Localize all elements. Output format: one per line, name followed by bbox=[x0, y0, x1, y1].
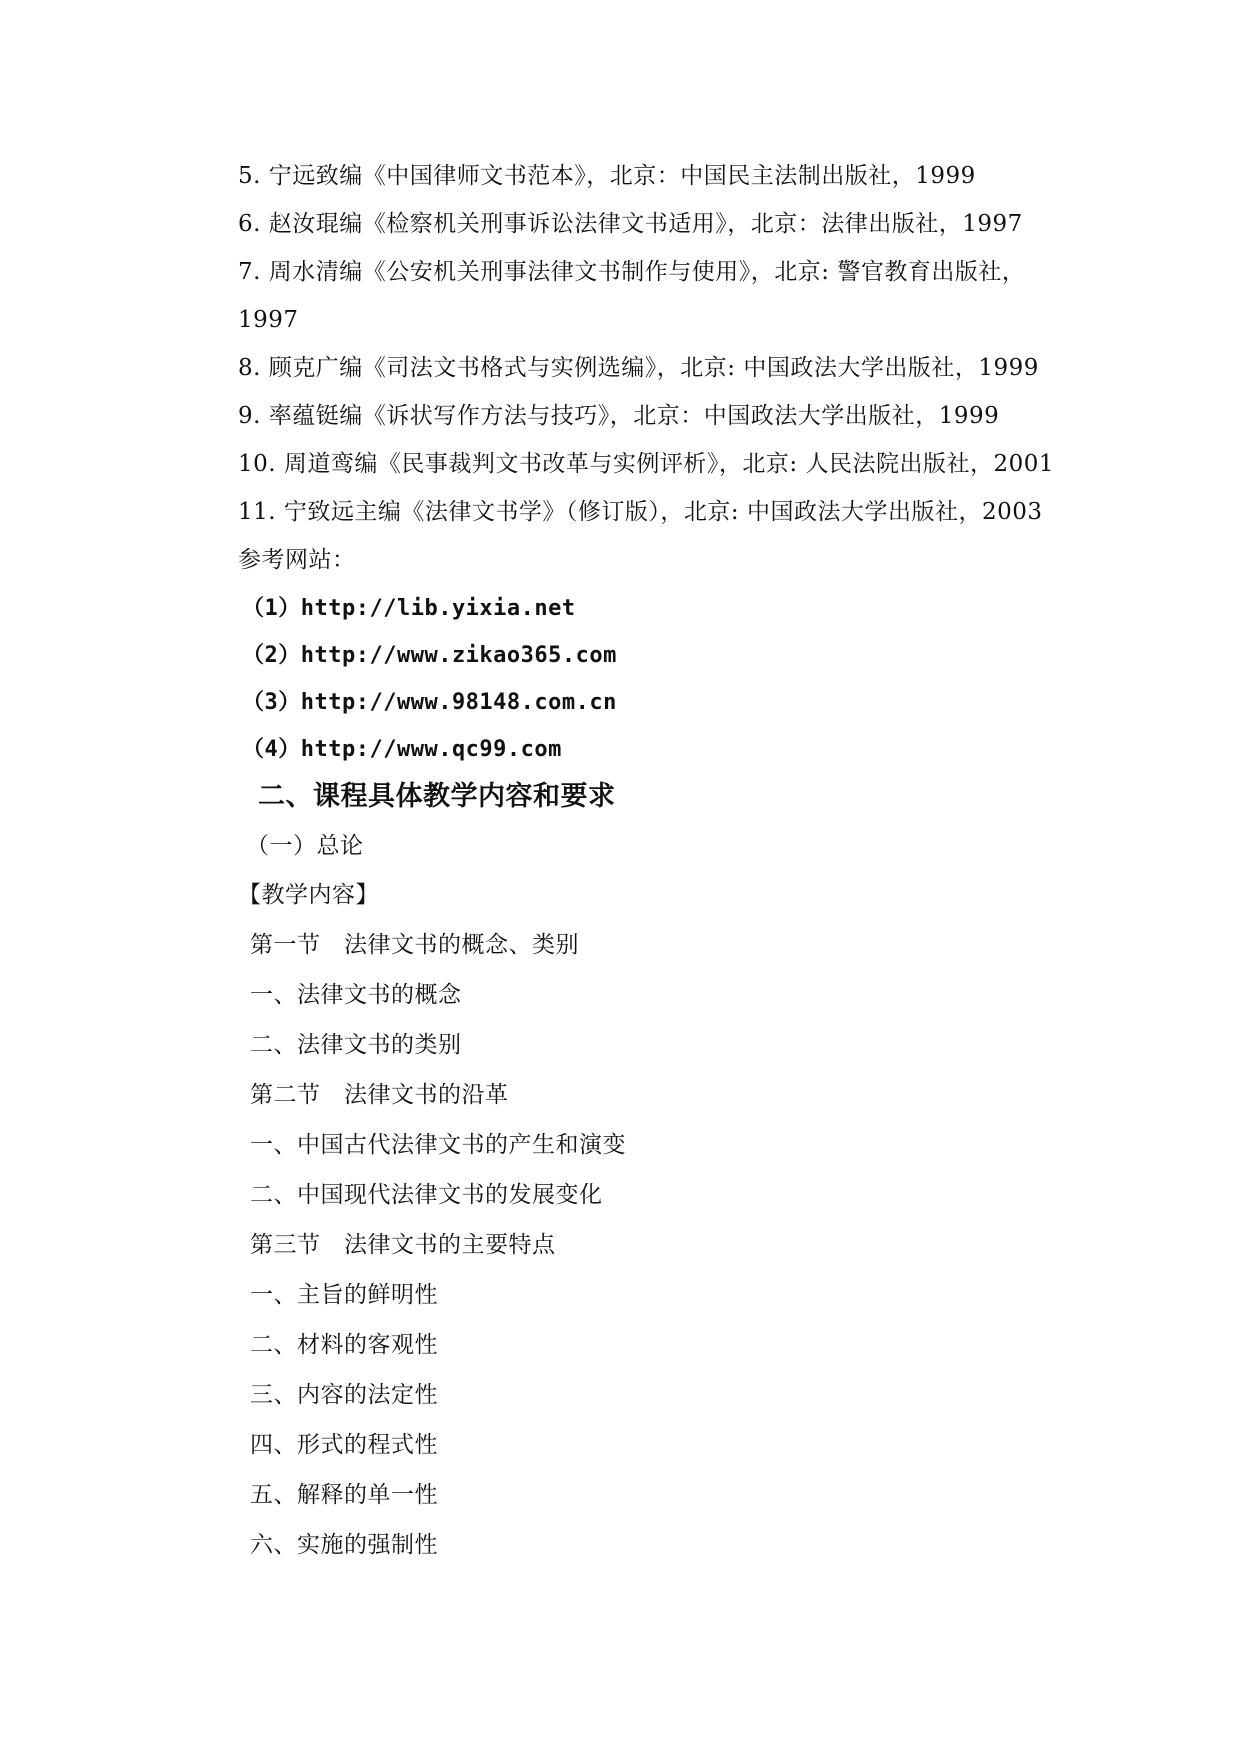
reference-7: 7. 周水清编《公安机关刑事法律文书制作与使用》，北京: 警官教育出版社， bbox=[238, 259, 1026, 285]
reference-9: 9. 率蕴铤编《诉状写作方法与技巧》，北京：中国政法大学出版社，1999 bbox=[238, 403, 1000, 429]
outline-item: 二、材料的客观性 bbox=[250, 1332, 438, 1358]
website-2[interactable]: （2）http://www.zikao365.com bbox=[242, 643, 617, 668]
outline-item: 第一节 法律文书的概念、类别 bbox=[250, 932, 579, 958]
outline-item: 第二节 法律文书的沿革 bbox=[250, 1082, 509, 1108]
reference-11: 11. 宁致远主编《法律文书学》（修订版），北京: 中国政法大学出版社，2003 bbox=[238, 499, 1043, 525]
outline-item: 五、解释的单一性 bbox=[250, 1482, 438, 1508]
subsection-title: （一）总论 bbox=[246, 833, 364, 859]
outline-item: 第三节 法律文书的主要特点 bbox=[250, 1232, 556, 1258]
outline-item: 三、内容的法定性 bbox=[250, 1382, 438, 1408]
outline-item: 四、形式的程式性 bbox=[250, 1432, 438, 1458]
outline-item: 一、主旨的鲜明性 bbox=[250, 1282, 438, 1308]
outline-item: 一、法律文书的概念 bbox=[250, 982, 462, 1008]
teaching-content-label: 【教学内容】 bbox=[238, 882, 379, 908]
outline-item: 二、中国现代法律文书的发展变化 bbox=[250, 1182, 603, 1208]
reference-5: 5. 宁远致编《中国律师文书范本》，北京：中国民主法制出版社，1999 bbox=[238, 163, 976, 189]
website-1[interactable]: （1）http://lib.yixia.net bbox=[242, 596, 576, 621]
reference-10: 10. 周道鸾编《民事裁判文书改革与实例评析》，北京: 人民法院出版社，2001 bbox=[238, 451, 1054, 477]
website-4[interactable]: （4）http://www.qc99.com bbox=[242, 737, 562, 762]
reference-7-continued: 1997 bbox=[238, 307, 299, 333]
reference-8: 8. 顾克广编《司法文书格式与实例选编》，北京: 中国政法大学出版社，1999 bbox=[238, 355, 1039, 381]
reference-6: 6. 赵汝琨编《检察机关刑事诉讼法律文书适用》，北京：法律出版社，1997 bbox=[238, 211, 1023, 237]
section-heading: 二、课程具体教学内容和要求 bbox=[258, 781, 616, 812]
outline-item: 二、法律文书的类别 bbox=[250, 1032, 462, 1058]
websites-label: 参考网站： bbox=[238, 547, 356, 573]
outline-item: 六、实施的强制性 bbox=[250, 1532, 438, 1558]
outline-item: 一、中国古代法律文书的产生和演变 bbox=[250, 1132, 626, 1158]
website-3[interactable]: （3）http://www.98148.com.cn bbox=[242, 690, 617, 715]
